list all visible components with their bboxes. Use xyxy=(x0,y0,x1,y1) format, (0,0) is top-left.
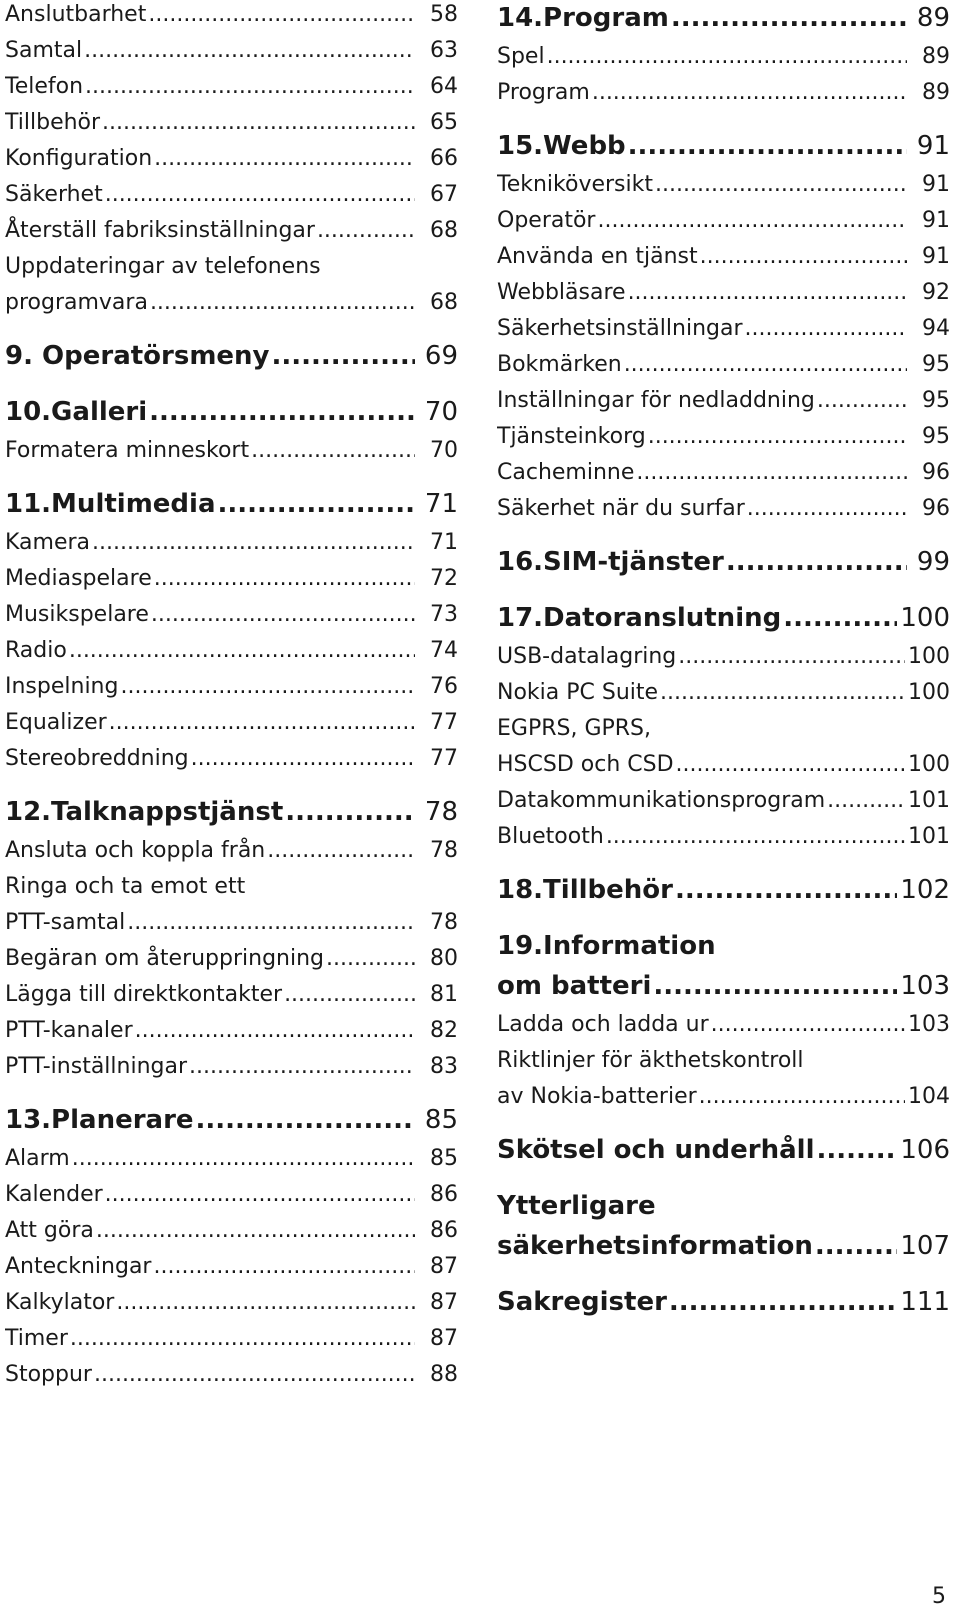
dot-leader xyxy=(92,528,415,558)
toc-entry-title: om batteri xyxy=(497,971,652,1001)
dot-leader xyxy=(196,1102,415,1138)
toc-entry-page: 100 xyxy=(908,644,950,669)
toc-entry-page: 100 xyxy=(908,680,950,705)
toc-entry-page: 78 xyxy=(430,910,458,935)
toc-entry[interactable] xyxy=(5,672,458,708)
toc-entry-title: Att göra xyxy=(5,1218,94,1243)
dot-leader xyxy=(660,678,905,708)
toc-entry-page: 77 xyxy=(430,710,458,735)
toc-entry[interactable] xyxy=(497,386,950,422)
toc-chapter-heading[interactable] xyxy=(497,1132,950,1174)
toc-entry[interactable] xyxy=(497,314,950,350)
toc-chapter-heading[interactable] xyxy=(5,338,458,380)
dot-leader xyxy=(711,1010,905,1040)
dot-leader xyxy=(148,0,415,30)
toc-entry[interactable] xyxy=(5,36,458,72)
toc-entry-page: 101 xyxy=(908,824,950,849)
dot-leader xyxy=(648,422,907,452)
toc-entry-title: Säkerhetsinställningar xyxy=(497,316,743,341)
toc-chapter-heading[interactable] xyxy=(497,544,950,586)
toc-entry[interactable] xyxy=(497,78,950,114)
toc-entry[interactable] xyxy=(5,144,458,180)
dot-leader xyxy=(149,394,415,430)
dot-leader xyxy=(326,944,415,974)
dot-leader xyxy=(154,564,415,594)
toc-entry-page: 89 xyxy=(922,80,950,105)
dot-leader xyxy=(284,980,415,1010)
toc-entry-title: 18.Tillbehör xyxy=(497,875,673,905)
toc-chapter-heading[interactable] xyxy=(497,0,950,42)
toc-entry[interactable] xyxy=(497,42,950,78)
toc-entry-title: Begäran om återuppringning xyxy=(5,946,325,971)
dot-leader xyxy=(127,908,415,938)
toc-entry-page: 80 xyxy=(430,946,458,971)
toc-entry-title: 14.Program xyxy=(497,3,669,33)
toc-entry-page: 91 xyxy=(916,131,950,161)
toc-entry[interactable] xyxy=(5,1252,458,1288)
dot-leader xyxy=(154,144,415,174)
toc-entry-title: Bluetooth xyxy=(497,824,604,849)
toc-entry-title: Återställ fabriksinställningar xyxy=(5,218,315,243)
toc-entry[interactable] xyxy=(5,528,458,564)
toc-entry-page: 95 xyxy=(922,424,950,449)
dot-leader xyxy=(671,0,907,36)
toc-entry-title: PTT-samtal xyxy=(5,910,126,935)
toc-entry[interactable] xyxy=(497,642,950,678)
toc-entry-title: Nokia PC Suite xyxy=(497,680,659,705)
toc-entry-page: 83 xyxy=(430,1054,458,1079)
toc-entry[interactable] xyxy=(5,636,458,672)
dot-leader xyxy=(267,836,415,866)
dot-leader xyxy=(597,206,907,236)
dot-leader xyxy=(675,872,897,908)
toc-entry-page: 86 xyxy=(430,1218,458,1243)
toc-entry-page: 71 xyxy=(430,530,458,555)
toc-entry-title: 15.Webb xyxy=(497,131,626,161)
toc-chapter-heading[interactable] xyxy=(5,486,458,528)
toc-entry[interactable] xyxy=(5,108,458,144)
toc-entry-page: 86 xyxy=(430,1182,458,1207)
dot-leader xyxy=(272,338,415,374)
toc-entry-title: 17.Datoranslutning xyxy=(497,603,782,633)
toc-entry[interactable] xyxy=(497,1082,950,1118)
toc-entry-page: 111 xyxy=(900,1287,950,1317)
toc-entry-page: 87 xyxy=(430,1326,458,1351)
toc-entry-title: Kamera xyxy=(5,530,91,555)
toc-entry-page: 69 xyxy=(424,341,458,371)
toc-entry-title: 13.Planerare xyxy=(5,1105,194,1135)
toc-entry-page: 103 xyxy=(900,971,950,1001)
dot-leader xyxy=(105,1180,415,1210)
toc-entry-title: Cacheminne xyxy=(497,460,635,485)
dot-leader xyxy=(218,486,416,522)
toc-entry-title: Säkerhet när du surfar xyxy=(497,496,745,521)
toc-entry-title: Operatör xyxy=(497,208,596,233)
dot-leader xyxy=(817,386,907,416)
toc-entry-title: Timer xyxy=(5,1326,68,1351)
toc-entry[interactable] xyxy=(5,1180,458,1216)
dot-leader xyxy=(669,1284,897,1320)
dot-leader xyxy=(547,42,907,72)
toc-chapter-heading[interactable] xyxy=(497,1228,950,1270)
toc-entry[interactable] xyxy=(497,678,950,714)
toc-entry-title: Webbläsare xyxy=(497,280,626,305)
toc-entry-page: 73 xyxy=(430,602,458,627)
toc-entry-title: 12.Talknappstjänst xyxy=(5,797,284,827)
toc-entry[interactable] xyxy=(497,458,950,494)
dot-leader xyxy=(85,72,415,102)
toc-entry-page: 89 xyxy=(922,44,950,69)
dot-leader xyxy=(827,786,905,816)
toc-entry-page: 68 xyxy=(430,218,458,243)
toc-chapter-heading[interactable] xyxy=(497,968,950,1010)
toc-entry-title: Kalender xyxy=(5,1182,103,1207)
toc-entry-page: 88 xyxy=(430,1362,458,1387)
toc-entry-page: 101 xyxy=(908,788,950,813)
toc-entry-page: 92 xyxy=(922,280,950,305)
toc-entry-page: 77 xyxy=(430,746,458,771)
toc-entry[interactable] xyxy=(5,708,458,744)
dot-leader xyxy=(84,36,415,66)
toc-chapter-heading[interactable] xyxy=(5,794,458,836)
toc-entry-page: 72 xyxy=(430,566,458,591)
toc-entry-title: PTT-kanaler xyxy=(5,1018,133,1043)
dot-leader xyxy=(624,350,907,380)
toc-entry-page: 58 xyxy=(430,2,458,27)
toc-entry-title: Använda en tjänst xyxy=(497,244,698,269)
toc-entry[interactable] xyxy=(5,1324,458,1360)
toc-entry-page: 81 xyxy=(430,982,458,1007)
dot-leader xyxy=(726,544,907,580)
dot-leader xyxy=(189,1052,415,1082)
dot-leader xyxy=(153,1252,415,1282)
toc-entry-title: 10.Galleri xyxy=(5,397,148,427)
dot-leader xyxy=(747,494,907,524)
toc-entry[interactable] xyxy=(5,180,458,216)
toc-entry[interactable] xyxy=(497,822,950,858)
toc-entry[interactable] xyxy=(5,0,458,36)
dot-leader xyxy=(69,636,415,666)
toc-entry-title: Anteckningar xyxy=(5,1254,152,1279)
toc-entry-page: 64 xyxy=(430,74,458,99)
toc-entry[interactable] xyxy=(5,1052,458,1088)
toc-entry-page: 95 xyxy=(922,352,950,377)
dot-leader xyxy=(700,242,907,272)
toc-entry[interactable] xyxy=(497,242,950,278)
toc-entry-title: 11.Multimedia xyxy=(5,489,216,519)
toc-entry-page: 96 xyxy=(922,496,950,521)
dot-leader xyxy=(105,180,415,210)
toc-entry-page: 91 xyxy=(922,172,950,197)
toc-entry-title: Ladda och ladda ur xyxy=(497,1012,709,1037)
toc-entry-title: Bokmärken xyxy=(497,352,622,377)
dot-leader xyxy=(151,600,415,630)
toc-entry[interactable] xyxy=(497,750,950,786)
dot-leader xyxy=(72,1144,415,1174)
toc-entry-page: 96 xyxy=(922,460,950,485)
toc-entry-title: säkerhetsinformation xyxy=(497,1231,813,1261)
toc-entry-page: 66 xyxy=(430,146,458,171)
dot-leader xyxy=(251,436,415,466)
toc-chapter-heading[interactable] xyxy=(497,1284,950,1326)
dot-leader xyxy=(783,600,897,636)
toc-entry-page: 67 xyxy=(430,182,458,207)
dot-leader xyxy=(135,1016,415,1046)
dot-leader xyxy=(94,1360,415,1390)
toc-entry-page: 85 xyxy=(430,1146,458,1171)
toc-entry-title: 9. Operatörsmeny xyxy=(5,341,270,371)
toc-entry-title: HSCSD och CSD xyxy=(497,752,674,777)
toc-entry-title: Inställningar för nedladdning xyxy=(497,388,815,413)
toc-entry-title: PTT-inställningar xyxy=(5,1054,188,1079)
toc-entry-wrapped-first-line[interactable]: Riktlinjer för äkthetskontroll xyxy=(497,1048,804,1073)
toc-entry-page: 100 xyxy=(908,752,950,777)
toc-entry-page: 70 xyxy=(424,397,458,427)
toc-entry-title: Spel xyxy=(497,44,545,69)
toc-entry-title: Musikspelare xyxy=(5,602,149,627)
toc-entry-page: 78 xyxy=(430,838,458,863)
dot-leader xyxy=(745,314,907,344)
toc-entry-page: 104 xyxy=(908,1084,950,1109)
toc-entry-title: Ansluta och koppla från xyxy=(5,838,266,863)
toc-left-column xyxy=(5,0,458,1396)
toc-entry-page: 82 xyxy=(430,1018,458,1043)
toc-entry[interactable] xyxy=(5,1360,458,1396)
toc-entry-page: 63 xyxy=(430,38,458,63)
dot-leader xyxy=(96,1216,415,1246)
toc-entry[interactable] xyxy=(5,836,458,872)
toc-entry[interactable] xyxy=(497,494,950,530)
toc-entry-page: 65 xyxy=(430,110,458,135)
toc-chapter-heading[interactable] xyxy=(497,600,950,642)
toc-entry[interactable] xyxy=(5,980,458,1016)
toc-entry[interactable] xyxy=(5,216,458,252)
dot-leader xyxy=(120,672,415,702)
toc-entry-title: Mediaspelare xyxy=(5,566,152,591)
toc-entry[interactable] xyxy=(497,422,950,458)
dot-leader xyxy=(191,744,415,774)
toc-entry-page: 94 xyxy=(922,316,950,341)
toc-entry-page: 91 xyxy=(922,244,950,269)
toc-entry[interactable] xyxy=(5,1216,458,1252)
dot-leader xyxy=(116,1288,415,1318)
toc-entry[interactable] xyxy=(5,288,458,324)
toc-entry-page: 107 xyxy=(900,1231,950,1261)
toc-entry-title: 16.SIM-tjänster xyxy=(497,547,724,577)
toc-entry-title: Tjänsteinkorg xyxy=(497,424,646,449)
toc-entry[interactable] xyxy=(5,944,458,980)
toc-entry[interactable] xyxy=(497,206,950,242)
toc-entry[interactable] xyxy=(5,744,458,780)
toc-entry-page: 87 xyxy=(430,1290,458,1315)
dot-leader xyxy=(102,108,415,138)
toc-entry-title: Tillbehör xyxy=(5,110,101,135)
toc-entry[interactable] xyxy=(497,350,950,386)
dot-leader xyxy=(815,1228,897,1264)
toc-entry-page: 102 xyxy=(900,875,950,905)
toc-entry[interactable] xyxy=(5,564,458,600)
toc-entry-page: 68 xyxy=(430,290,458,315)
toc-entry-title: Datakommunikationsprogram xyxy=(497,788,826,813)
toc-entry-page: 70 xyxy=(430,438,458,463)
toc-entry-title: Alarm xyxy=(5,1146,70,1171)
toc-entry-title: Formatera minneskort xyxy=(5,438,250,463)
dot-leader xyxy=(606,822,905,852)
toc-entry-wrapped-first-line[interactable]: Uppdateringar av telefonens xyxy=(5,254,321,279)
toc-entry-page: 71 xyxy=(424,489,458,519)
toc-entry-title: Säkerhet xyxy=(5,182,103,207)
toc-entry-title: Samtal xyxy=(5,38,83,63)
toc-entry-title: programvara xyxy=(5,290,148,315)
dot-leader xyxy=(636,458,907,488)
dot-leader xyxy=(699,1082,905,1112)
dot-leader xyxy=(150,288,415,318)
toc-entry-title: Sakregister xyxy=(497,1287,667,1317)
dot-leader xyxy=(628,278,907,308)
toc-entry-title: Stereobreddning xyxy=(5,746,189,771)
toc-entry-page: 91 xyxy=(922,208,950,233)
dot-leader xyxy=(592,78,907,108)
page-number: 5 xyxy=(932,1584,946,1609)
dot-leader xyxy=(653,968,897,1004)
dot-leader xyxy=(678,642,905,672)
toc-entry-page: 78 xyxy=(424,797,458,827)
dot-leader xyxy=(676,750,905,780)
toc-entry-title: Anslutbarhet xyxy=(5,2,147,27)
toc-right-column xyxy=(497,0,950,1326)
toc-entry-title: USB-datalagring xyxy=(497,644,677,669)
toc-entry-wrapped-first-line[interactable]: EGPRS, GPRS, xyxy=(497,716,652,741)
toc-entry-title: Equalizer xyxy=(5,710,107,735)
toc-entry[interactable] xyxy=(5,72,458,108)
toc-entry-title: Kalkylator xyxy=(5,1290,115,1315)
toc-entry-page: 99 xyxy=(916,547,950,577)
toc-entry-page: 85 xyxy=(424,1105,458,1135)
toc-entry-page: 100 xyxy=(900,603,950,633)
toc-entry-title: Stoppur xyxy=(5,1362,92,1387)
toc-entry[interactable] xyxy=(5,1016,458,1052)
toc-entry[interactable] xyxy=(497,170,950,206)
toc-entry-title: Skötsel och underhåll xyxy=(497,1135,815,1165)
toc-entry-title: Inspelning xyxy=(5,674,119,699)
toc-entry-page: 87 xyxy=(430,1254,458,1279)
toc-entry-title: Konfiguration xyxy=(5,146,153,171)
toc-entry[interactable] xyxy=(497,278,950,314)
toc-chapter-heading-first-line[interactable]: 19.Information xyxy=(497,931,716,961)
toc-entry[interactable] xyxy=(5,600,458,636)
toc-chapter-heading[interactable] xyxy=(5,394,458,436)
toc-entry[interactable] xyxy=(497,1010,950,1046)
toc-chapter-heading-first-line[interactable]: Ytterligare xyxy=(497,1191,656,1221)
dot-leader xyxy=(628,128,907,164)
dot-leader xyxy=(317,216,415,246)
toc-entry-page: 106 xyxy=(900,1135,950,1165)
toc-chapter-heading[interactable] xyxy=(5,1102,458,1144)
toc-entry-title: av Nokia-batterier xyxy=(497,1084,697,1109)
toc-entry-page: 74 xyxy=(430,638,458,663)
toc-entry-wrapped-first-line[interactable]: Ringa och ta emot ett xyxy=(5,874,246,899)
toc-entry-page: 103 xyxy=(908,1012,950,1037)
toc-entry[interactable] xyxy=(5,908,458,944)
toc-entry[interactable] xyxy=(497,786,950,822)
toc-entry-title: Radio xyxy=(5,638,67,663)
dot-leader xyxy=(285,794,415,830)
toc-entry-page: 95 xyxy=(922,388,950,413)
toc-entry[interactable] xyxy=(5,436,458,472)
toc-entry[interactable] xyxy=(5,1144,458,1180)
toc-entry[interactable] xyxy=(5,1288,458,1324)
toc-entry-title: Telefon xyxy=(5,74,84,99)
toc-entry-title: Program xyxy=(497,80,590,105)
dot-leader xyxy=(109,708,415,738)
toc-entry-title: Tekniköversikt xyxy=(497,172,653,197)
dot-leader xyxy=(655,170,907,200)
toc-chapter-heading[interactable] xyxy=(497,128,950,170)
toc-entry-page: 76 xyxy=(430,674,458,699)
toc-entry-title: Lägga till direktkontakter xyxy=(5,982,283,1007)
toc-chapter-heading[interactable] xyxy=(497,872,950,914)
dot-leader xyxy=(70,1324,415,1354)
dot-leader xyxy=(816,1132,897,1168)
toc-entry-page: 89 xyxy=(916,3,950,33)
